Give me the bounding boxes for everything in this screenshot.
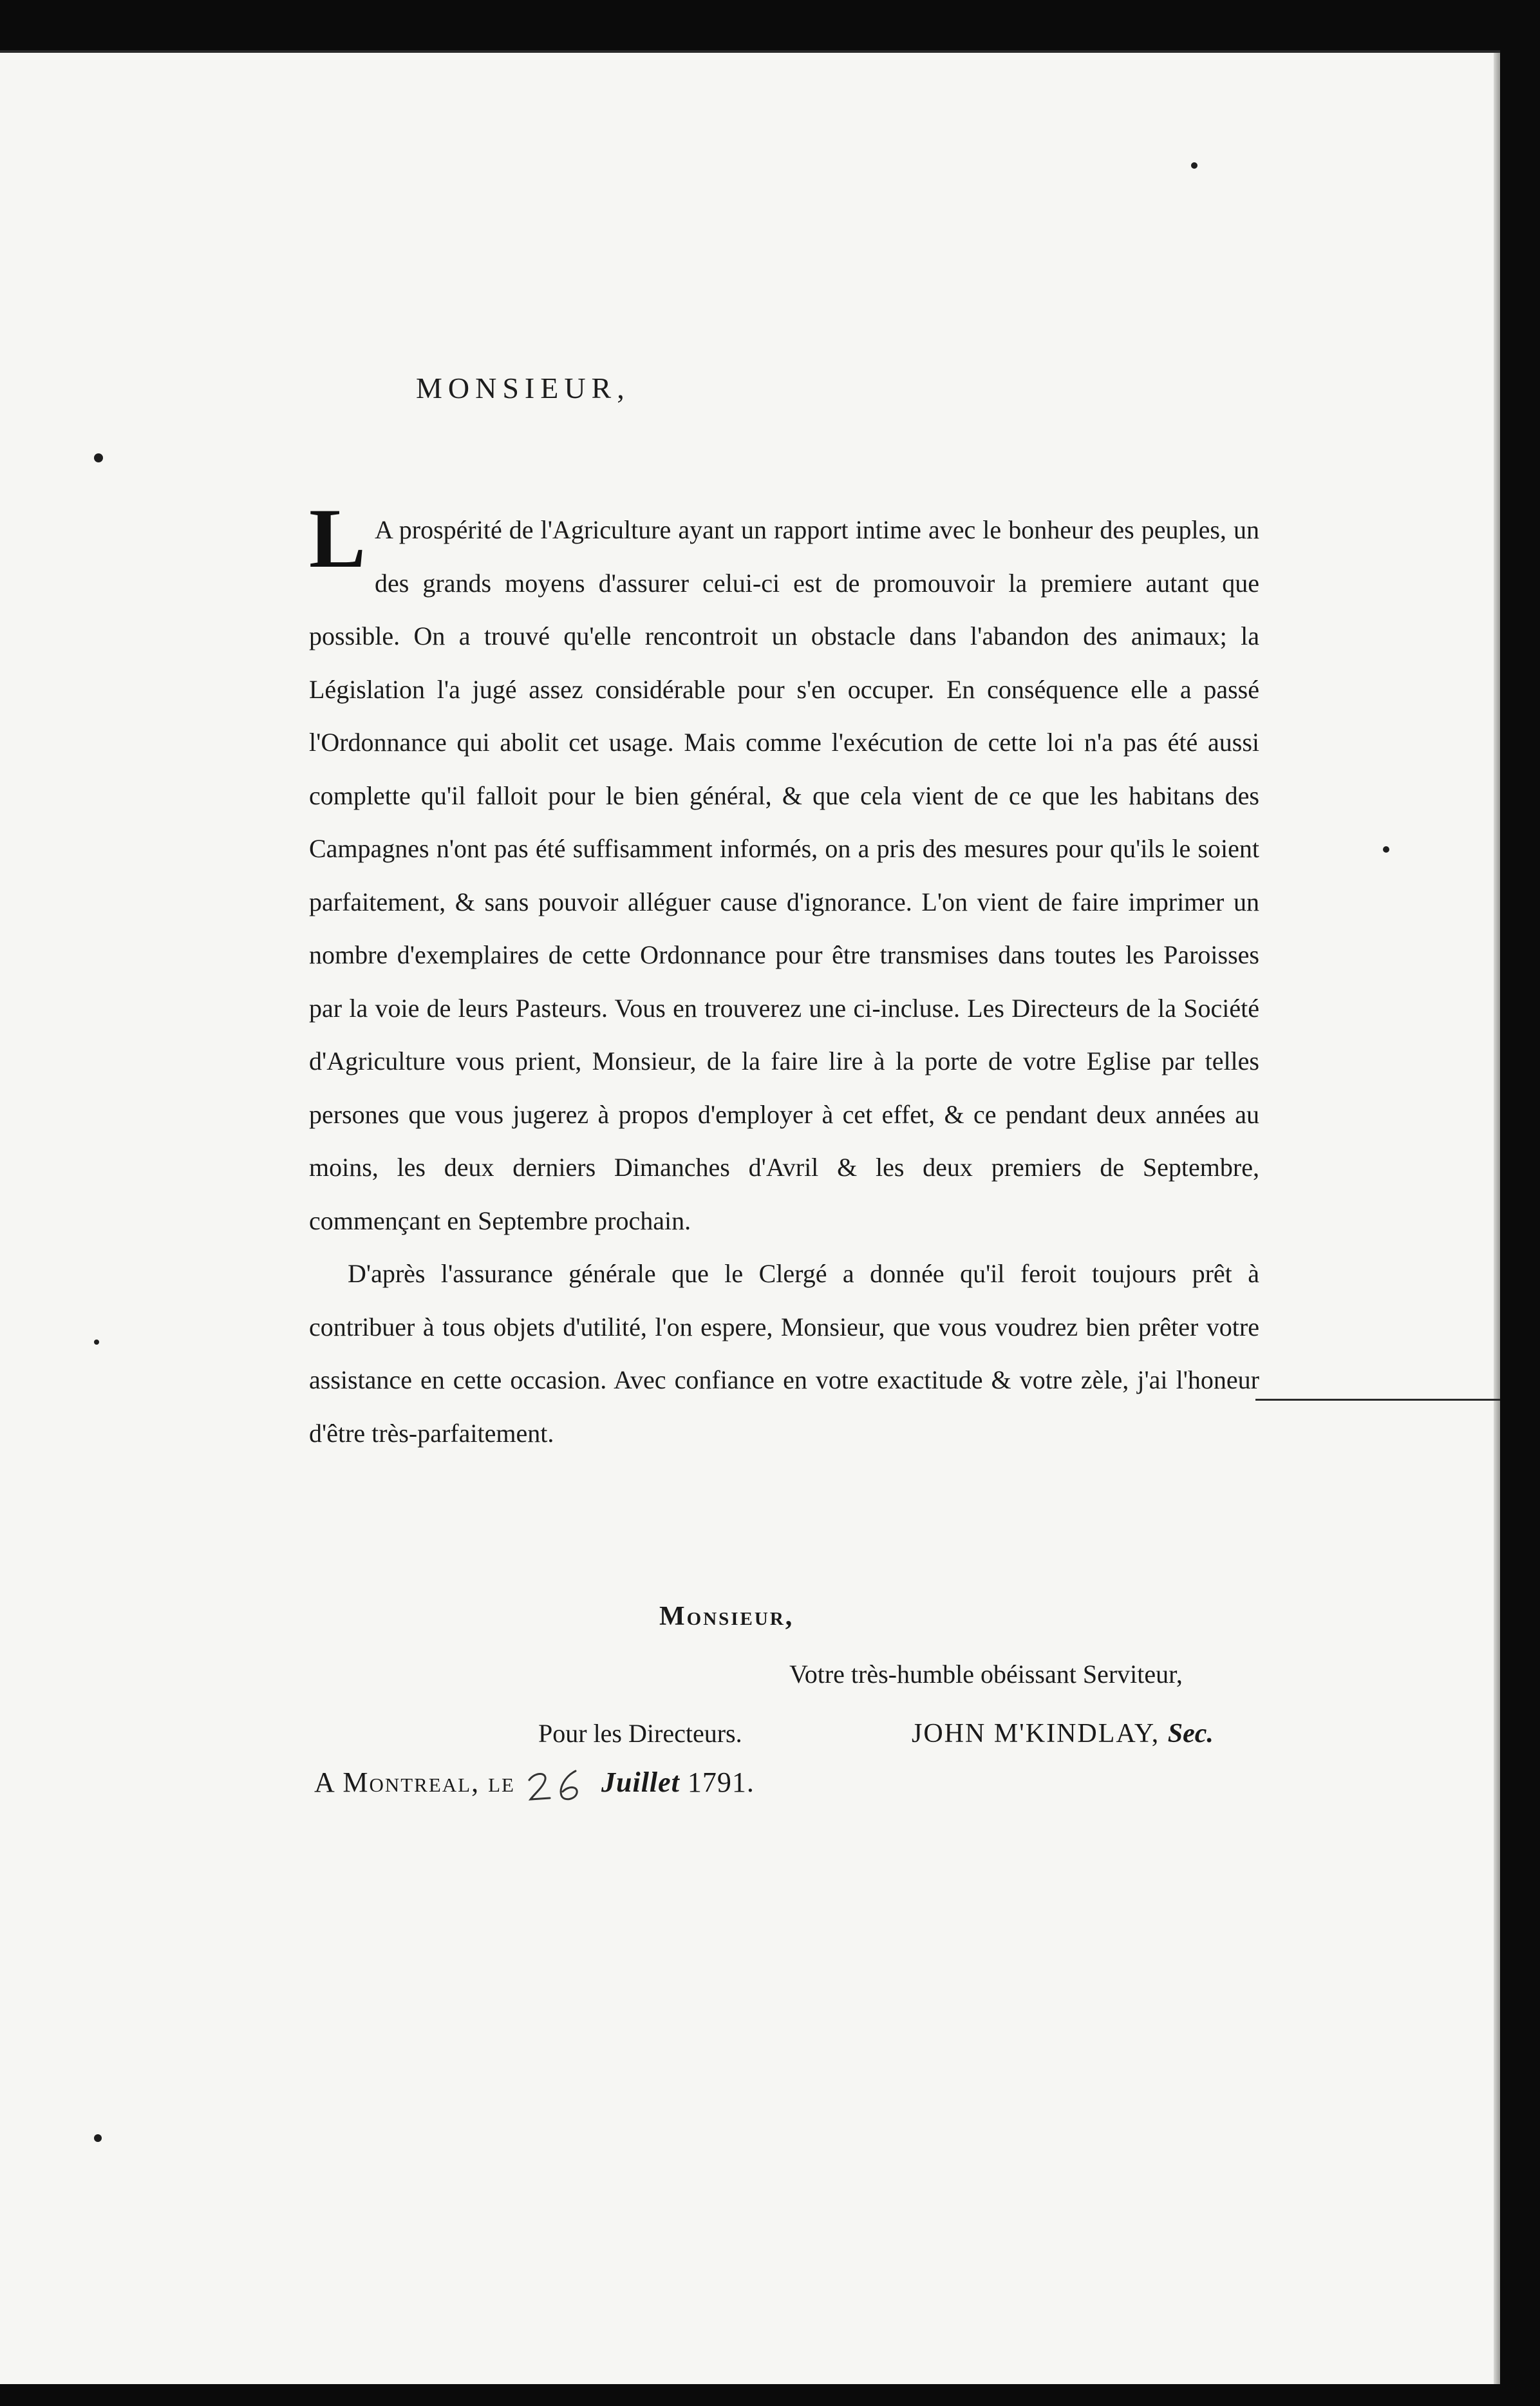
servant-line: Votre très-humble obéissant Serviteur, bbox=[789, 1660, 1183, 1689]
letter-body bbox=[309, 491, 1259, 1460]
page-edge-shadow bbox=[1494, 53, 1500, 2384]
letter-salutation: MONSIEUR, bbox=[416, 372, 630, 404]
ink-speck bbox=[94, 453, 103, 462]
dateline bbox=[314, 1766, 755, 1804]
date-month: Juillet bbox=[601, 1767, 680, 1799]
document-page bbox=[0, 50, 1500, 2384]
handwritten-day bbox=[523, 1766, 594, 1804]
date-year: 1791. bbox=[687, 1767, 755, 1799]
pour-les-directeurs: Pour les Directeurs. bbox=[538, 1719, 742, 1748]
paragraph-2: D'après l'assurance générale que le Clergé a donnée qu'il feroit toujours prêt à contribuer à tous objets d'utilité, l'on espere, Monsieur, que vous voudrez bien prêter votre assistance en cette occasion. Avec confiance en votre exactitude & votre zèle, j'ai l'honeur d'être très-parfaitement. bbox=[309, 1259, 1259, 1448]
closing-salutation: Monsieur, bbox=[659, 1602, 794, 1631]
signatory-title: Sec. bbox=[1167, 1719, 1214, 1748]
paragraph-1 bbox=[309, 491, 1259, 1247]
drop-cap: L bbox=[309, 491, 366, 585]
signatory-name: JOHN M'KINDLAY, bbox=[912, 1719, 1160, 1748]
ink-speck bbox=[1383, 846, 1389, 853]
date-place: A Montreal, le bbox=[314, 1767, 515, 1799]
ink-speck bbox=[94, 2134, 102, 2142]
fold-line bbox=[1255, 1399, 1500, 1401]
signatory bbox=[912, 1718, 1214, 1749]
paragraph-1-text: A prospérité de l'Agriculture ayant un rapport intime avec le bonheur des peuples, un des grands moyens d'assurer celui-ci est de promouvoir la premiere autant que possible. On a trouvé qu'elle rencontroit un obstacle dans l'abandon des animaux; la Législation l'a jugé assez considérable pour s'en occuper. En conséquence elle a passé l'Ordonnance qui abolit cet usage. Mais comme l'exécution de cette loi n'a pas été aussi complette qu'il falloit pour le bien général, & que cela vient de ce que les habitans des Campagnes n'ont pas été suffisamment informés, on a pris des mesures pour qu'ils le soient parfaitement, & sans pouvoir alléguer cause d'ignorance. L'on vient de faire imprimer un nombre d'exemplaires de cette Ordonnance pour être transmises dans toutes les Paroisses par la voie de leurs Pasteurs. Vous en trouverez une ci-incluse. Les Directeurs de la Société d'Agriculture vous prient, Monsieur, de la faire lire à la porte de votre Eglise par telles persones que vous jugerez à propos d'employer à cet effet, & ce pendant deux années au moins, les deux derniers Dimanches d'Avril & les deux premiers de Septembre, commençant en Septembre prochain. bbox=[309, 515, 1259, 1235]
ink-speck bbox=[94, 1340, 99, 1345]
ink-speck bbox=[1191, 162, 1197, 169]
